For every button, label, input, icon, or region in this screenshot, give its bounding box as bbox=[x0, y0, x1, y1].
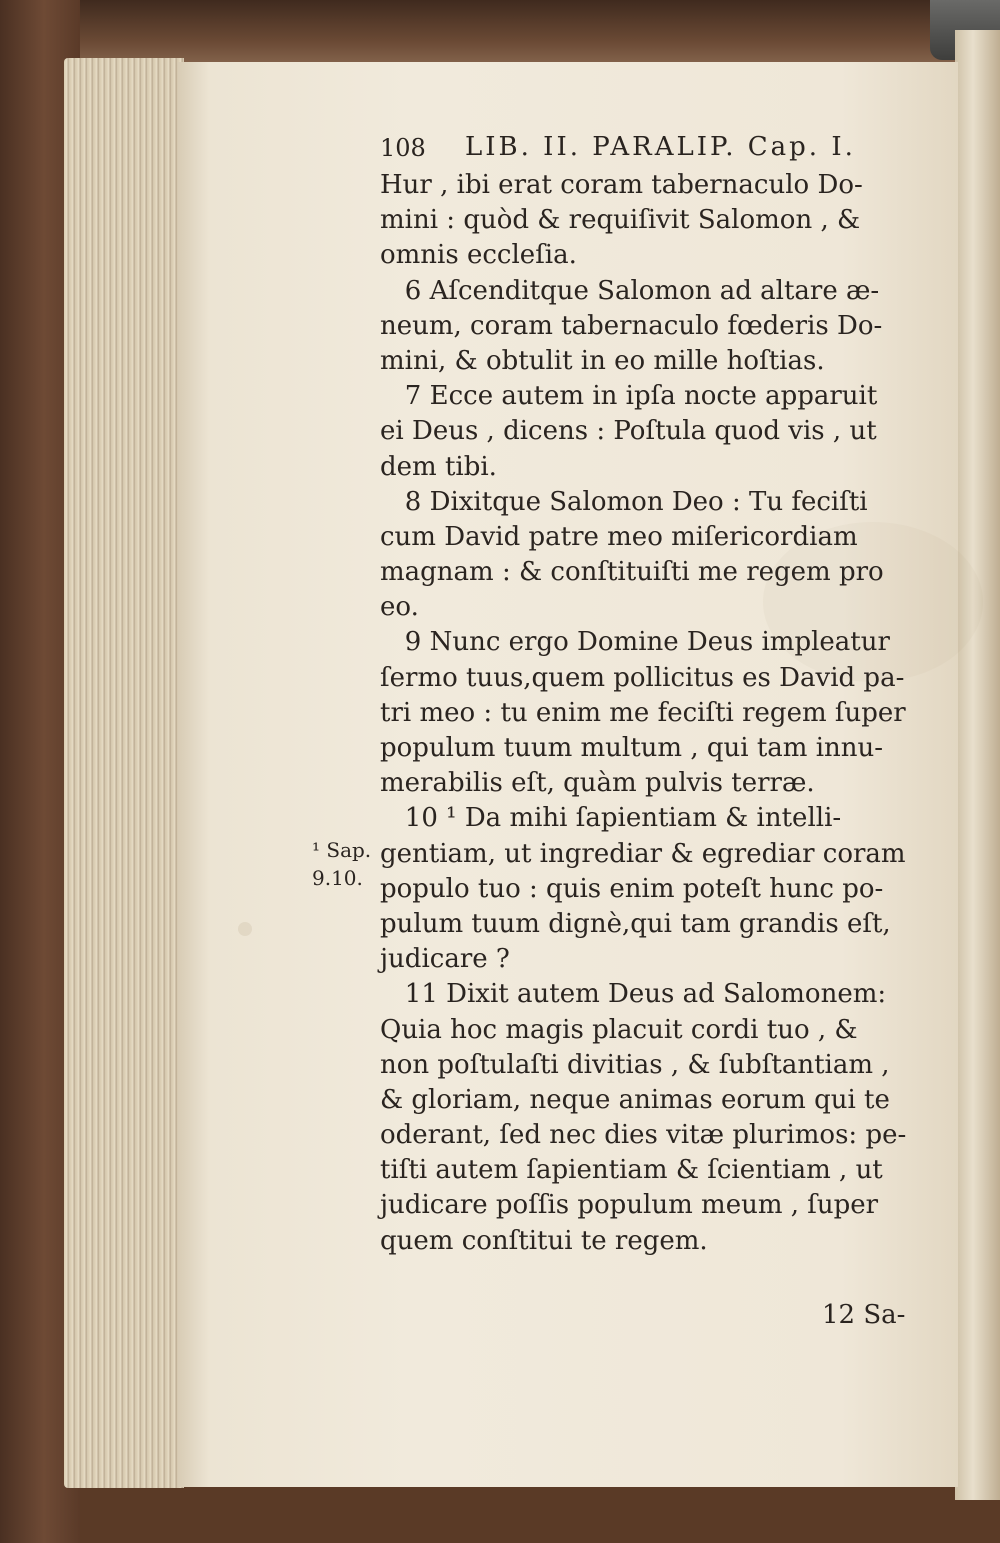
text-line: 6 Aſcenditque Salomon ad altare æ- bbox=[380, 275, 880, 306]
text-line: 9 Nunc ergo Domine Deus impleatur bbox=[380, 627, 890, 658]
text-line: dem tibi. bbox=[380, 451, 497, 482]
page-stain bbox=[238, 922, 252, 936]
text-line: judicare ? bbox=[380, 944, 510, 975]
text-line: tiſti autem ſapientiam & ſcientiam , ut bbox=[380, 1155, 883, 1186]
text-line: Quia hoc magis placuit cordi tuo , & bbox=[380, 1014, 858, 1045]
text-line: judicare poſſis populum meum , ſuper bbox=[380, 1190, 879, 1221]
body-text bbox=[380, 168, 925, 1259]
text-line: neum, coram tabernaculo fœderis Do- bbox=[380, 310, 883, 341]
text-line: tri meo : tu enim me feciſti regem ſuper bbox=[380, 697, 906, 728]
running-head-title: LIB. II. PARALIP. Cap. I. bbox=[465, 132, 856, 162]
text-line: merabilis eſt, quàm pulvis terræ. bbox=[380, 768, 815, 799]
text-line: non poſtulaſti divitias , & ſubſtantiam , bbox=[380, 1049, 890, 1080]
text-line: & gloriam, neque animas eorum qui te bbox=[380, 1084, 890, 1115]
page-number: 108 bbox=[380, 134, 426, 162]
text-line: 11 Dixit autem Deus ad Salomonem: bbox=[380, 979, 887, 1010]
text-line: populum tuum multum , qui tam innu- bbox=[380, 733, 884, 763]
text-line: mini : quòd & requiſivit Salomon , & bbox=[380, 205, 861, 236]
catchword: 12 Sa- bbox=[822, 1300, 906, 1330]
text-line: gentiam, ut ingrediar & egrediar coram bbox=[380, 838, 906, 869]
text-line: cum David patre meo miſericordiam bbox=[380, 521, 858, 552]
text-line: 10 ¹ Da mihi ſapientiam & intelli- bbox=[380, 803, 842, 834]
text-line: eo. bbox=[380, 592, 419, 623]
facing-page-edge bbox=[955, 30, 1000, 1500]
text-line: pulum tuum dignè,qui tam grandis eſt, bbox=[380, 908, 891, 939]
text-line: oderant, ſed nec dies vitæ plurimos: pe- bbox=[380, 1120, 907, 1151]
text-line: mini, & obtulit in eo mille hoſtias. bbox=[380, 345, 825, 376]
text-line: Hur , ibi erat coram tabernaculo Do- bbox=[380, 170, 863, 200]
text-line: omnis eccleſia. bbox=[380, 240, 577, 271]
text-line: quem conſtitui te regem. bbox=[380, 1225, 708, 1256]
running-header bbox=[380, 132, 900, 172]
text-line: ei Deus , dicens : Poſtula quod vis , ut bbox=[380, 416, 877, 447]
marginal-note-ref: ¹ Sap. bbox=[312, 838, 372, 862]
text-line: 7 Ecce autem in ipſa nocte apparuit bbox=[380, 381, 878, 412]
text-line: 8 Dixitque Salomon Deo : Tu feciſti bbox=[380, 486, 868, 517]
marginal-note-verse: 9.10. bbox=[312, 866, 363, 890]
text-line: populo tuo : quis enim poteſt hunc po- bbox=[380, 873, 884, 904]
text-line: magnam : & conſtituiſti me regem pro bbox=[380, 557, 884, 588]
page-edges bbox=[64, 58, 184, 1488]
text-line: ſermo tuus,quem pollicitus es David pa- bbox=[380, 662, 905, 693]
